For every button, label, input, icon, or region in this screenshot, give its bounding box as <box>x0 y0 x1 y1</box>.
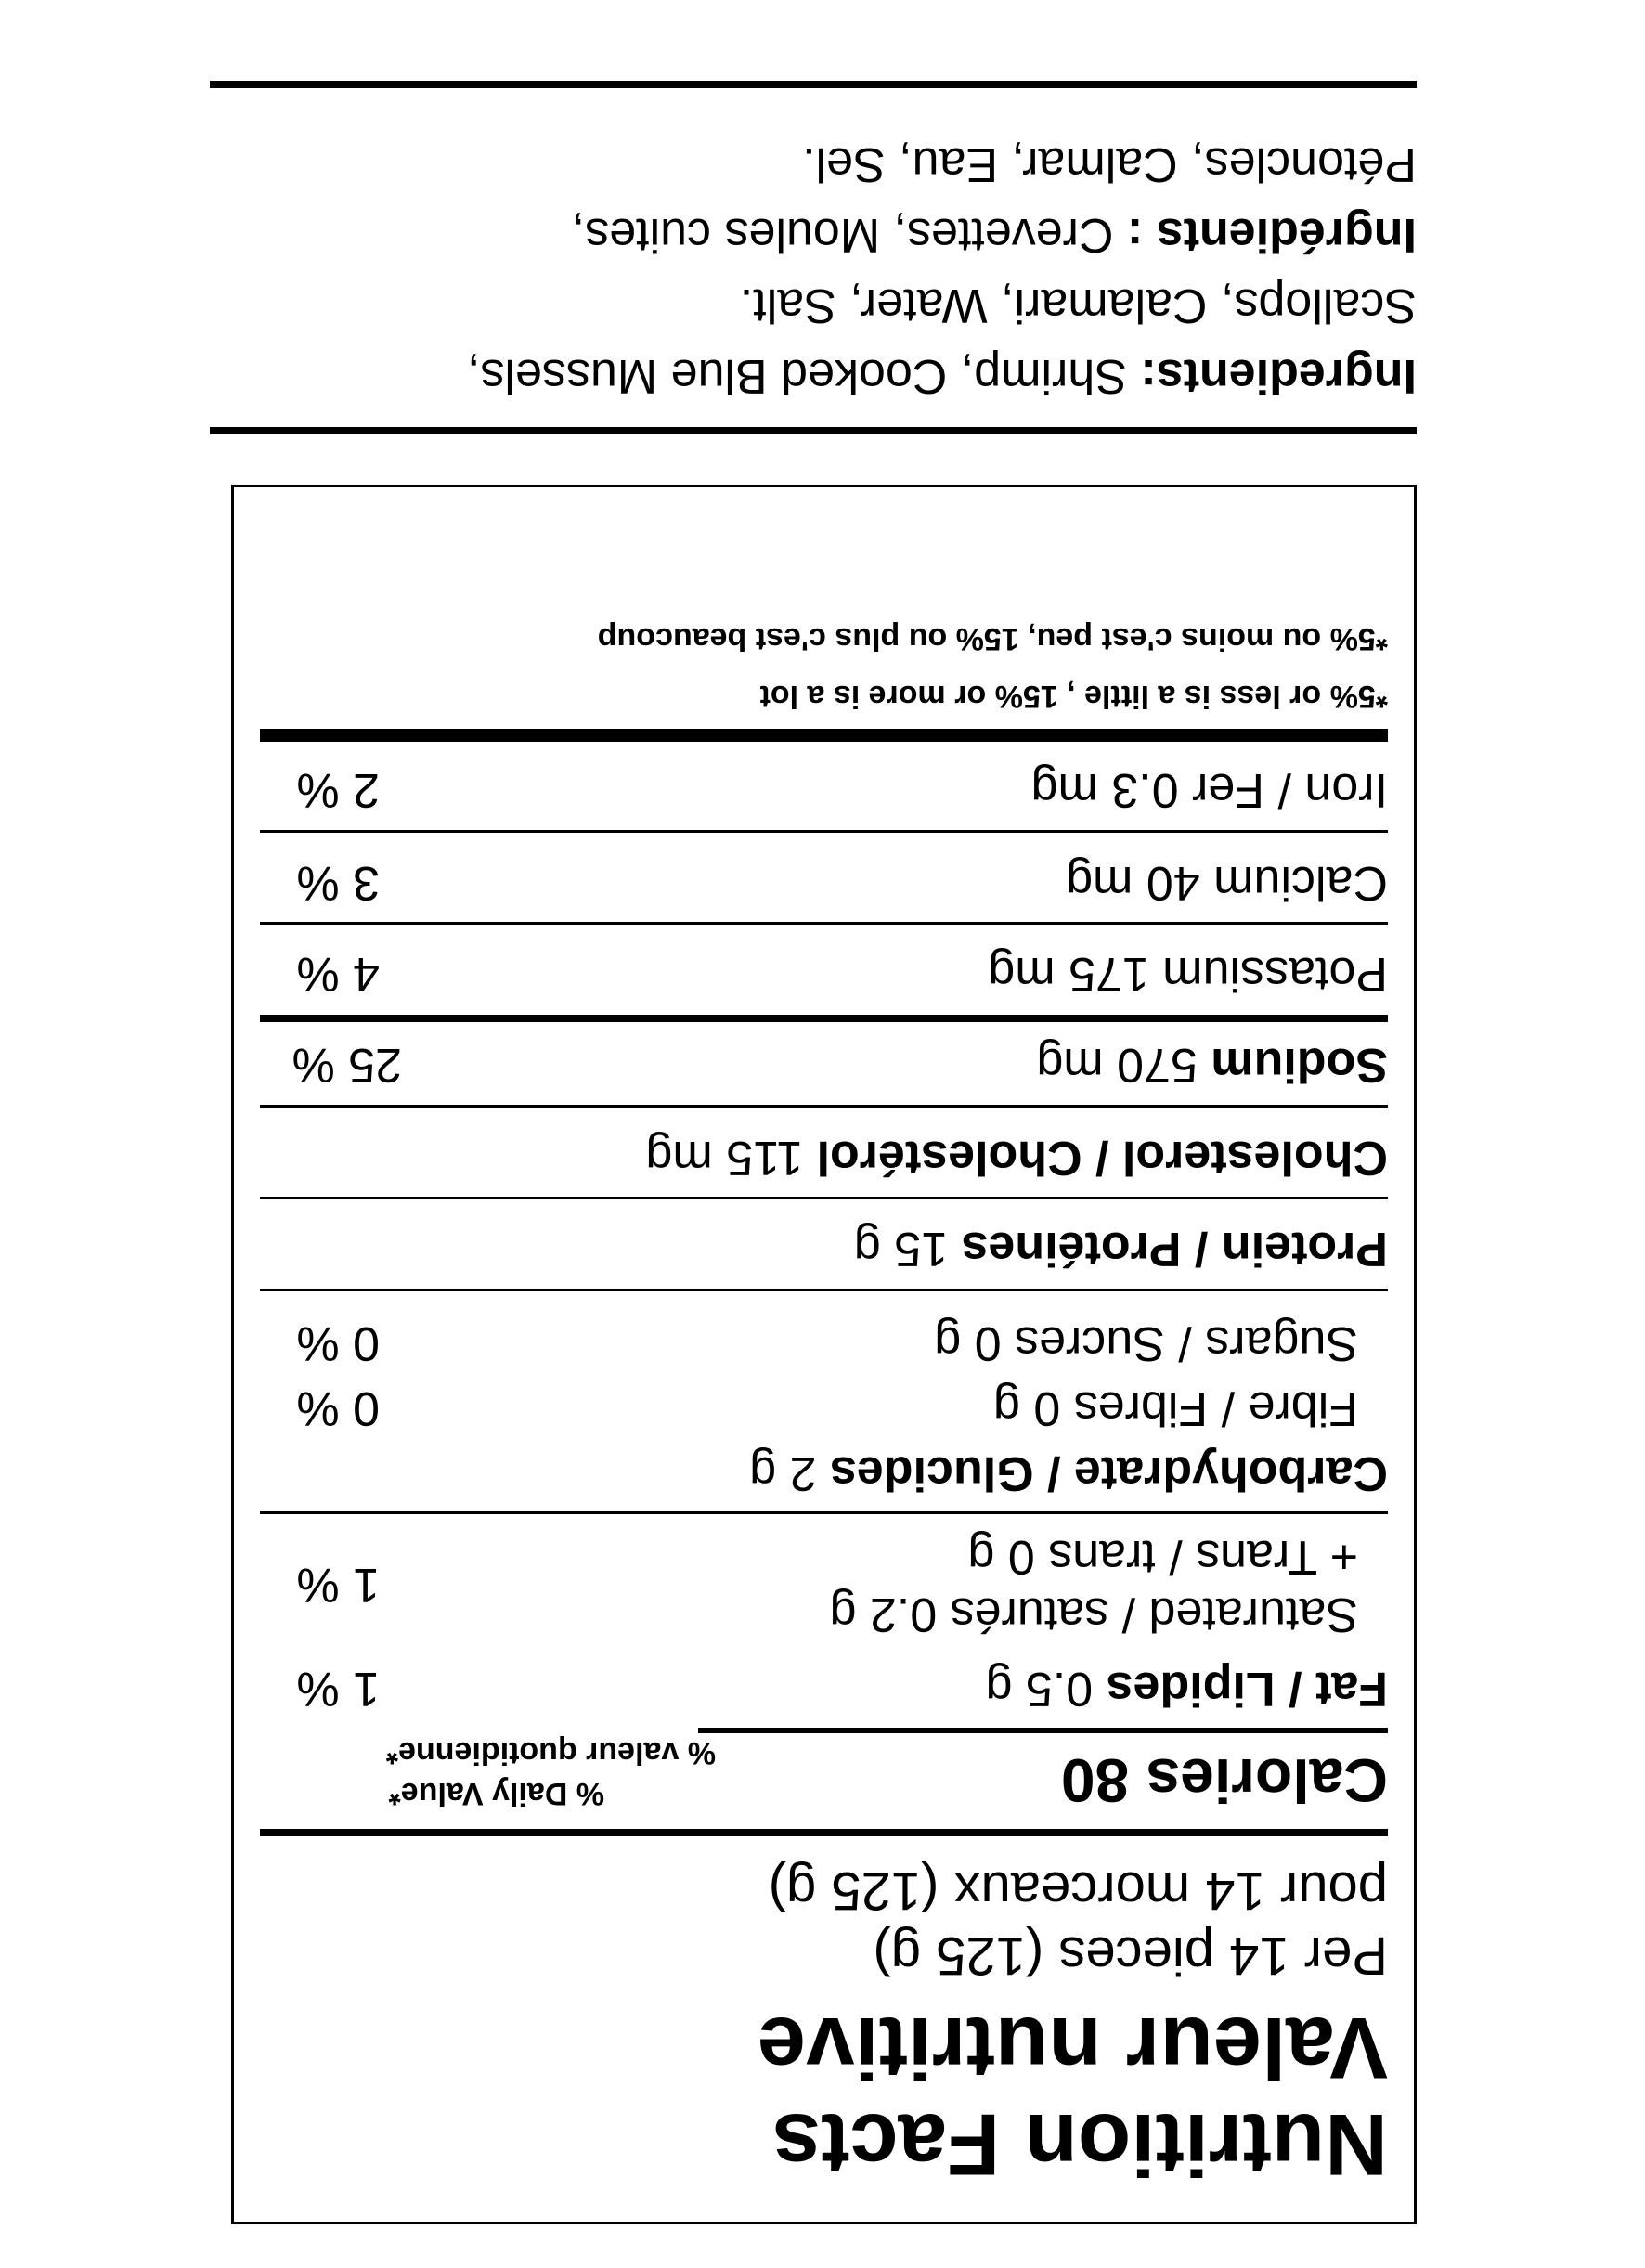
row-divider <box>260 1105 1388 1108</box>
sodium-percent: 25 % <box>291 1038 402 1092</box>
serving-size-en: Per 14 pieces (125 g) <box>873 1925 1388 1986</box>
calories-row <box>1060 1746 1388 1815</box>
fibre-percent: 0 % <box>296 1381 380 1435</box>
calories-rule <box>698 1728 1388 1733</box>
fat-percent: 1 % <box>296 1662 380 1716</box>
fat-amount: 0.5 g <box>985 1662 1094 1716</box>
protein-row <box>853 1222 1388 1276</box>
protein-label: Protein / Protéines <box>961 1222 1388 1276</box>
title-en: Nutrition Facts <box>771 2096 1388 2194</box>
potassium-row <box>988 947 1388 1001</box>
cholesterol-label: Cholesterol / Cholestérol <box>816 1131 1388 1185</box>
thick-rule <box>260 1015 1388 1022</box>
carbohydrate-label: Carbohydrate / Glucides <box>829 1446 1388 1500</box>
footnote-en: *5% or less is a little , 15% or more is a lot <box>759 679 1388 714</box>
calories-value: 80 <box>1060 1746 1130 1815</box>
sugars-row <box>934 1316 1358 1370</box>
daily-value-header-en: % Daily Value* <box>388 1776 604 1811</box>
ingredients-en-line1 <box>467 349 1417 403</box>
footnote-fr: *5% ou moins c'est peu, 15% ou plus c'est beaucoup <box>597 621 1388 656</box>
carbohydrate-row <box>749 1446 1388 1500</box>
ingredients-fr-line1 <box>571 208 1417 262</box>
thick-rule <box>260 1829 1388 1836</box>
cholesterol-row <box>645 1131 1389 1185</box>
fibre-row <box>992 1381 1358 1435</box>
trans-row <box>967 1530 1358 1584</box>
protein-amount: 15 g <box>853 1222 949 1276</box>
sodium-amount: 570 mg <box>1036 1038 1198 1092</box>
saturated-row <box>830 1590 1358 1639</box>
calcium-label: Calcium <box>1213 856 1388 910</box>
carbohydrate-amount: 2 g <box>749 1446 817 1500</box>
thick-rule <box>260 729 1388 742</box>
ingredients-fr-label: Ingrédients : <box>1126 208 1417 262</box>
potassium-percent: 4 % <box>296 947 380 1001</box>
title-fr: Valeur nutritive <box>757 2000 1388 2097</box>
row-divider <box>260 1289 1388 1291</box>
fat-label: Fat / Lipides <box>1106 1662 1388 1716</box>
serving-size-fr: pour 14 morceaux (125 g) <box>768 1860 1388 1921</box>
iron-amount: 0.3 mg <box>1030 763 1179 817</box>
iron-label: Iron / Fer <box>1192 763 1388 817</box>
calcium-row <box>1066 856 1388 910</box>
sugars-amount: 0 g <box>934 1316 1002 1370</box>
fibre-amount: 0 g <box>992 1381 1061 1435</box>
ingredients-en-line2: Scallops, Calamari, Water, Salt. <box>739 279 1417 332</box>
ingredients-bottom-rule <box>210 81 1417 88</box>
calories-label: Calories <box>1146 1746 1388 1815</box>
trans-label: + Trans / trans <box>1048 1530 1358 1584</box>
iron-row <box>1030 763 1388 817</box>
saturated-amount: 0.2 g <box>829 1588 938 1641</box>
potassium-label: Potassium <box>1162 947 1388 1001</box>
calcium-amount: 40 mg <box>1066 856 1200 910</box>
sugars-percent: 0 % <box>296 1316 380 1370</box>
daily-value-header-fr: % valeur quotidienne* <box>385 1735 716 1770</box>
row-divider <box>260 1197 1388 1199</box>
potassium-amount: 175 mg <box>988 947 1149 1001</box>
ingredients-fr-line2: Pétoncles, Calmar, Eau, Sel. <box>802 137 1417 191</box>
saturated-label: Saturated / saturés <box>950 1588 1358 1641</box>
ingredients-top-rule <box>210 427 1417 434</box>
row-divider <box>260 922 1388 925</box>
nutrition-facts-panel <box>231 485 1417 2224</box>
row-divider <box>260 830 1388 833</box>
sodium-row <box>1036 1038 1388 1092</box>
fibre-label: Fibre / Fibres <box>1073 1381 1358 1435</box>
saturated-trans-percent: 1 % <box>296 1558 380 1612</box>
cholesterol-amount: 115 mg <box>645 1131 804 1185</box>
ingredients-fr-text1: Crevettes, Moules cuites, <box>571 208 1114 262</box>
fat-row <box>985 1662 1388 1716</box>
calcium-percent: 3 % <box>296 856 380 910</box>
ingredients-en-text1: Shrimp, Cooked Blue Mussels, <box>467 349 1127 403</box>
iron-percent: 2 % <box>296 763 380 817</box>
ingredients-en-label: Ingredients: <box>1140 349 1417 403</box>
sugars-label: Sugars / Sucres <box>1015 1316 1358 1370</box>
trans-amount: 0 g <box>967 1530 1035 1584</box>
sodium-label: Sodium <box>1211 1038 1388 1092</box>
row-divider <box>260 1511 1388 1514</box>
